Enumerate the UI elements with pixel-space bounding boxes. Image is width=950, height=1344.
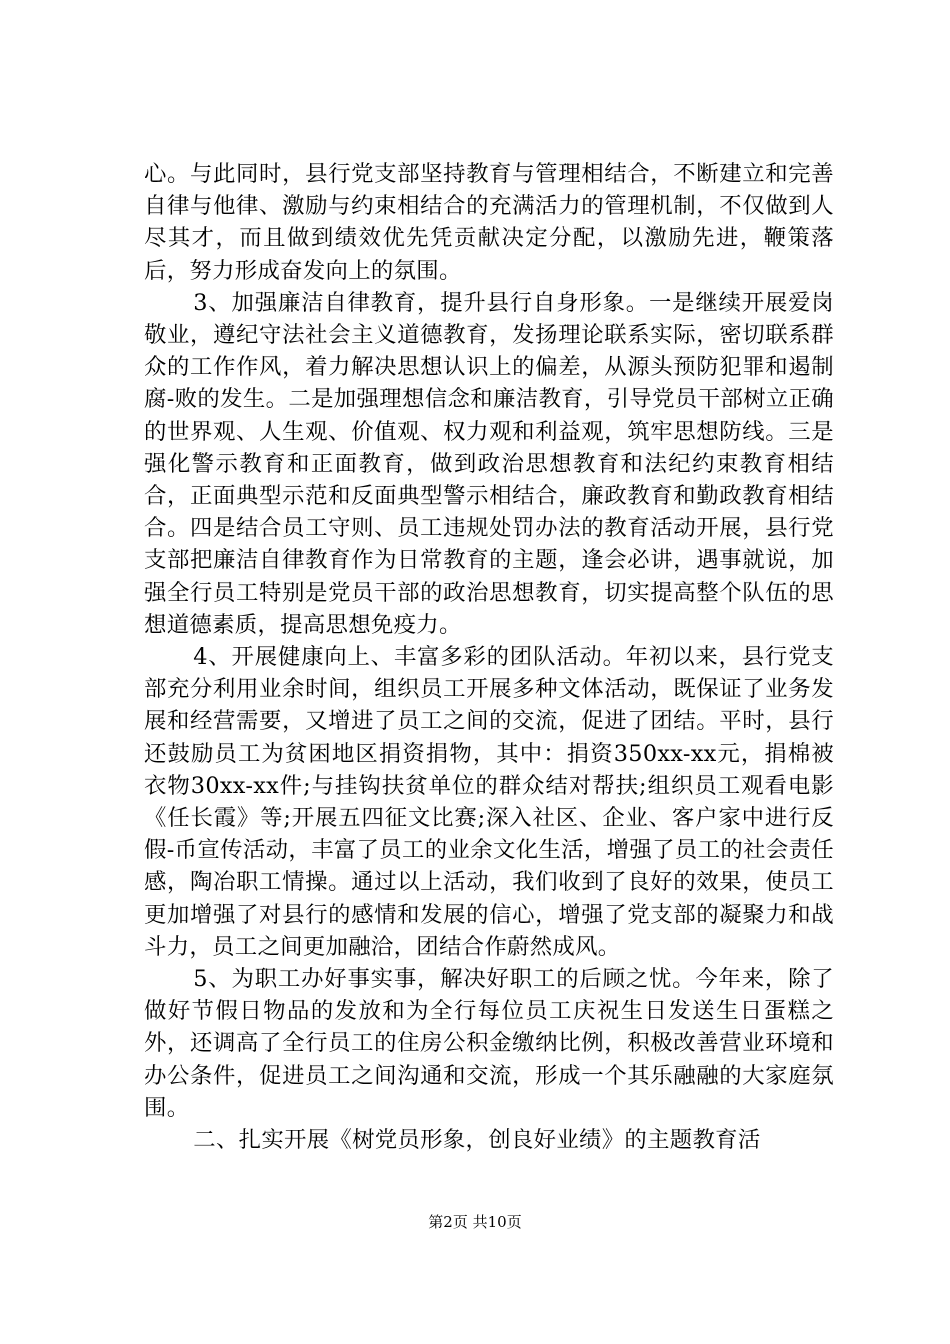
paragraph-item-3: 3、加强廉洁自律教育，提升县行自身形象。一是继续开展爱岗敬业，遵纪守法社会主义道德教育，发扬理论联系实际，密切联系群众的工作作风，着力解决思想认识上的偏差，从源头预防犯罪和遏制腐-败的发生。二是加强理想信念和廉洁教育，引导党员干部树立正确的世界观、人生观、价值观、权力观和利益观，筑牢思想防线。三是强化警示教育和正面教育，做到政治思想教育和法纪约束教育相结合，正面典型示范和反面典型警示相结合，廉政教育和勤政教育相结合。四是结合员工守则、员工违规处罚办法的教育活动开展，县行党支部把廉洁自律教育作为日常教育的主题，逢会必讲，遇事就说，加强全行员工特别是党员干部的政治思想教育，切实提高整个队伍的思想道德素质，提高思想免疫力。 bbox=[144, 289, 834, 638]
document-body bbox=[144, 158, 834, 1156]
page-footer: 第2页 共10页 bbox=[428, 1213, 522, 1231]
paragraph-item-5: 5、为职工办好事实事，解决好职工的后顾之忧。今年来，除了做好节假日物品的发放和为全行每位员工庆祝生日发送生日蛋糕之外，还调高了全行员工的住房公积金缴纳比例，积极改善营业环境和办公条件，促进员工之间沟通和交流，形成一个其乐融融的大家庭氛围。 bbox=[144, 966, 834, 1121]
paragraph-continuation: 心。与此同时，县行党支部坚持教育与管理相结合，不断建立和完善自律与他律、激励与约束相结合的充满活力的管理机制，不仅做到人尽其才，而且做到绩效优先凭贡献决定分配，以激励先进，鞭策落后，努力形成奋发向上的氛围。 bbox=[144, 161, 834, 284]
paragraph-item-4: 4、开展健康向上、丰富多彩的团队活动。年初以来，县行党支部充分利用业余时间，组织员工开展多种文体活动，既保证了业务发展和经营需要，又增进了员工之间的交流，促进了团结。平时，县行还鼓励员工为贫困地区捐资捐物，其中：捐资350xx-xx元，捐棉被衣物30xx-xx件;与挂钩扶贫单位的群众结对帮扶;组织员工观看电影《任长霞》等;开展五四征文比赛;深入社区、企业、客户家中进行反假-币宣传活动，丰富了员工的业余文化生活，增强了员工的社会责任感，陶冶职工情操。通过以上活动，我们收到了良好的效果，使员工更加增强了对县行的感情和发展的信心，增强了党支部的凝聚力和战斗力，员工之间更加融洽，团结合作蔚然成风。 bbox=[144, 644, 834, 960]
section-heading-2: 二、扎实开展《树党员形象，创良好业绩》的主题教育活 bbox=[193, 1127, 761, 1154]
